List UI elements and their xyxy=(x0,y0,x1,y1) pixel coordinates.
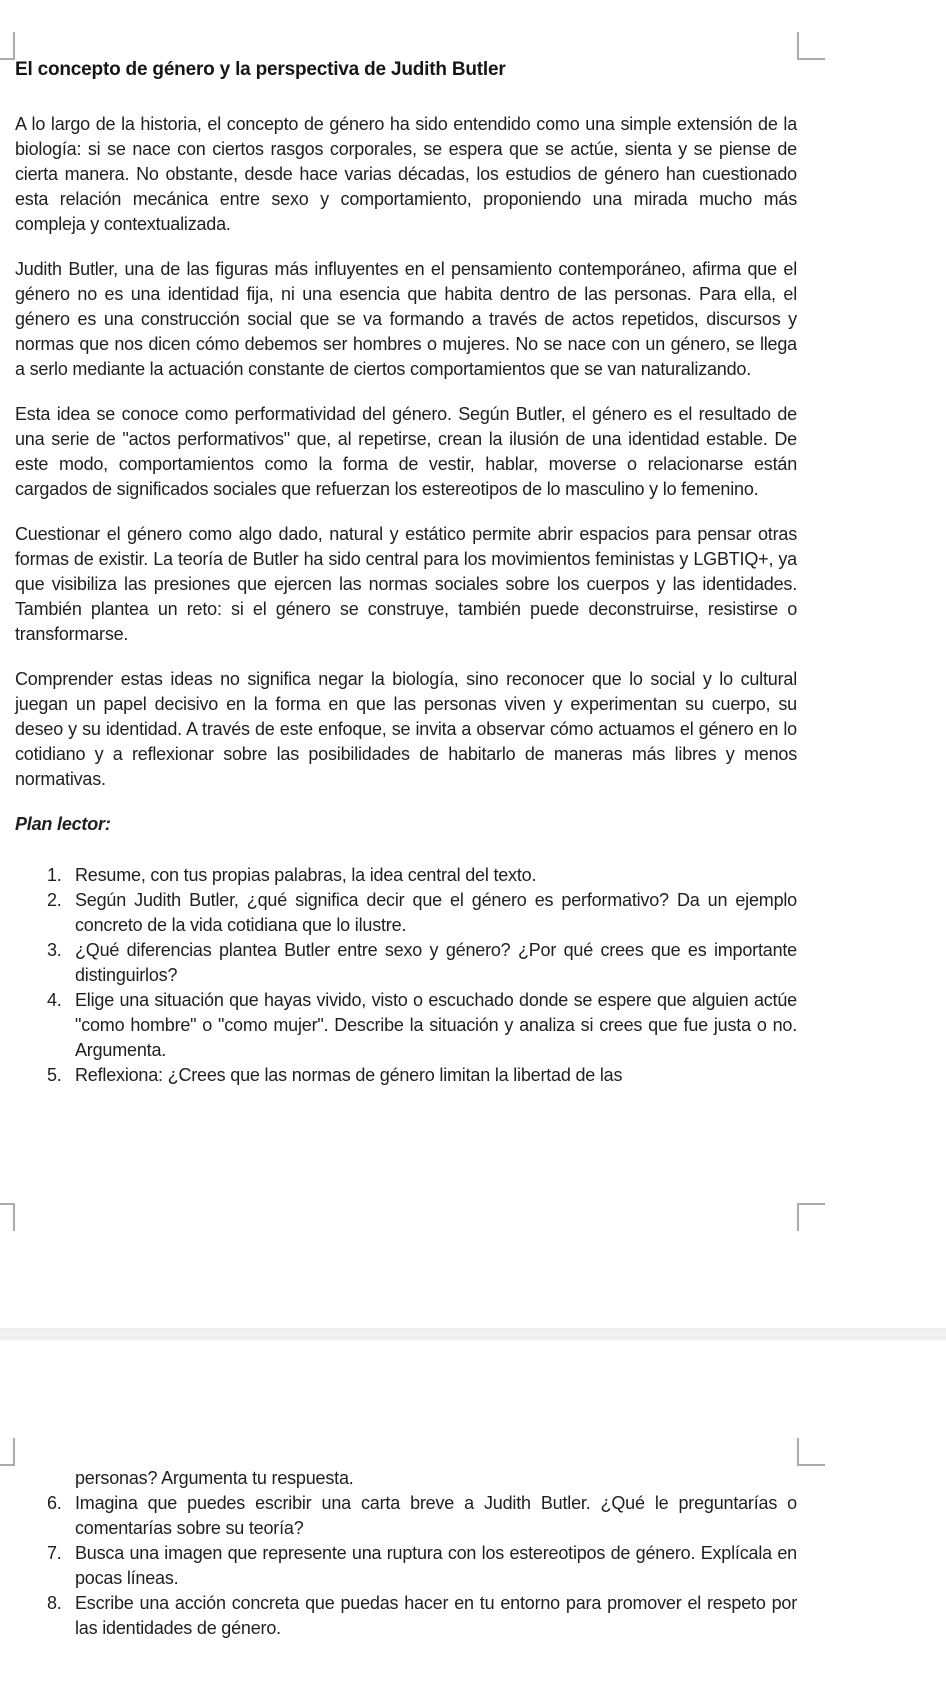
question-item-1 xyxy=(47,863,797,888)
question-number: 6. xyxy=(47,1493,62,1513)
paragraph-understanding: Comprender estas ideas no significa negar la biología, sino reconocer que lo social y lo cultural juegan un papel decisivo en la forma en que las personas viven y experimentan su cuerpo, su deseo y su identidad. A través de este enfoque, se invita a observar cómo actuamos el género en lo cotidiano y a reflexionar sobre las posibilidades de habitarlo de maneras más libres y menos normativas. xyxy=(15,669,797,789)
question-number: 7. xyxy=(47,1543,62,1563)
paragraph-performativity: Esta idea se conoce como performatividad del género. Según Butler, el género es el resultado de una serie de "actos performativos" que, al repetirse, crean la ilusión de una identidad estable. De este modo, comportamientos como la forma de vestir, hablar, moverse o relacionarse están cargados de significados sociales que refuerzan los estereotipos de lo masculino y lo femenino. xyxy=(15,404,797,499)
text-boundary-mark-page2-top-right xyxy=(797,1438,825,1466)
paragraph-intro: A lo largo de la historia, el concepto de género ha sido entendido como una simple extensión de la biología: si se nace con ciertos rasgos corporales, se espera que se actúe, sienta y se piense de cierta manera. No obstante, desde hace varias décadas, los estudios de género han cuestionado esta relación mecánica entre sexo y comportamiento, proponiendo una mirada mucho más compleja y contextualizada. xyxy=(15,114,797,234)
question-number: 8. xyxy=(47,1593,62,1613)
paragraph-questioning-gender: Cuestionar el género como algo dado, natural y estático permite abrir espacios para pensar otras formas de existir. La teoría de Butler ha sido central para los movimientos feministas y LGBTIQ+, ya que visibiliza las presiones que ejercen las normas sociales sobre los cuerpos y las identidades. También plantea un reto: si el género se construye, también puede deconstruirse, resistirse o transformarse. xyxy=(15,524,797,644)
question-number: 1. xyxy=(47,865,62,885)
text-boundary-mark-page2-top-left xyxy=(0,1438,15,1466)
question-text: Reflexiona: ¿Crees que las normas de género limitan la libertad de las xyxy=(75,1065,623,1085)
paragraph-butler-identity: Judith Butler, una de las figuras más influyentes en el pensamiento contemporáneo, afirma que el género no es una identidad fija, ni una esencia que habita dentro de las personas. Para ella, el género es una construcción social que se va formando a través de actos repetidos, discursos y normas que nos dicen cómo debemos ser hombres o mujeres. No se nace con un género, se llega a serlo mediante la actuación constante de ciertos comportamientos que se van naturalizando. xyxy=(15,259,797,379)
question-list-page1 xyxy=(47,863,797,1088)
text-boundary-mark-page1-top-left xyxy=(0,32,15,60)
text-boundary-mark-page1-bottom-left xyxy=(0,1203,15,1231)
question-text: Escribe una acción concreta que puedas hacer en tu entorno para promover el respeto por las identidades de género. xyxy=(75,1593,797,1638)
question-item-3 xyxy=(47,938,797,988)
question-item-7 xyxy=(47,1541,797,1591)
question-number: 3. xyxy=(47,940,62,960)
question-text: Resume, con tus propias palabras, la idea central del texto. xyxy=(75,865,537,885)
text-boundary-mark-page1-top-right xyxy=(797,32,825,60)
question-item-8 xyxy=(47,1591,797,1641)
question-item-5 xyxy=(47,1063,797,1088)
question-text: Elige una situación que hayas vivido, visto o escuchado donde se espere que alguien actúe "como hombre" o "como mujer". Describe la situación y analiza si crees que fue justa o no. Argumenta. xyxy=(75,990,797,1060)
question-list-page2 xyxy=(47,1491,797,1641)
page1-text-area xyxy=(15,57,797,1088)
question-text: Imagina que puedes escribir una carta breve a Judith Butler. ¿Qué le preguntarías o comentarías sobre su teoría? xyxy=(75,1493,797,1538)
question-number: 4. xyxy=(47,990,62,1010)
document-title: El concepto de género y la perspectiva de Judith Butler xyxy=(15,59,506,80)
question-5-continuation: personas? Argumenta tu respuesta. xyxy=(75,1468,354,1488)
question-item-6 xyxy=(47,1491,797,1541)
plan-lector-heading: Plan lector: xyxy=(15,814,111,834)
page-break-divider xyxy=(0,1328,946,1341)
question-number: 5. xyxy=(47,1065,62,1085)
question-text: ¿Qué diferencias plantea Butler entre sexo y género? ¿Por qué crees que es importante distinguirlos? xyxy=(75,940,797,985)
question-text: Busca una imagen que represente una ruptura con los estereotipos de género. Explícala en pocas líneas. xyxy=(75,1543,797,1588)
question-item-4 xyxy=(47,988,797,1063)
question-item-2 xyxy=(47,888,797,938)
text-boundary-mark-page1-bottom-right xyxy=(797,1203,825,1231)
question-text: Según Judith Butler, ¿qué significa decir que el género es performativo? Da un ejemplo concreto de la vida cotidiana que lo ilustre. xyxy=(75,890,797,935)
question-number: 2. xyxy=(47,890,62,910)
page2-text-area xyxy=(15,1466,797,1641)
